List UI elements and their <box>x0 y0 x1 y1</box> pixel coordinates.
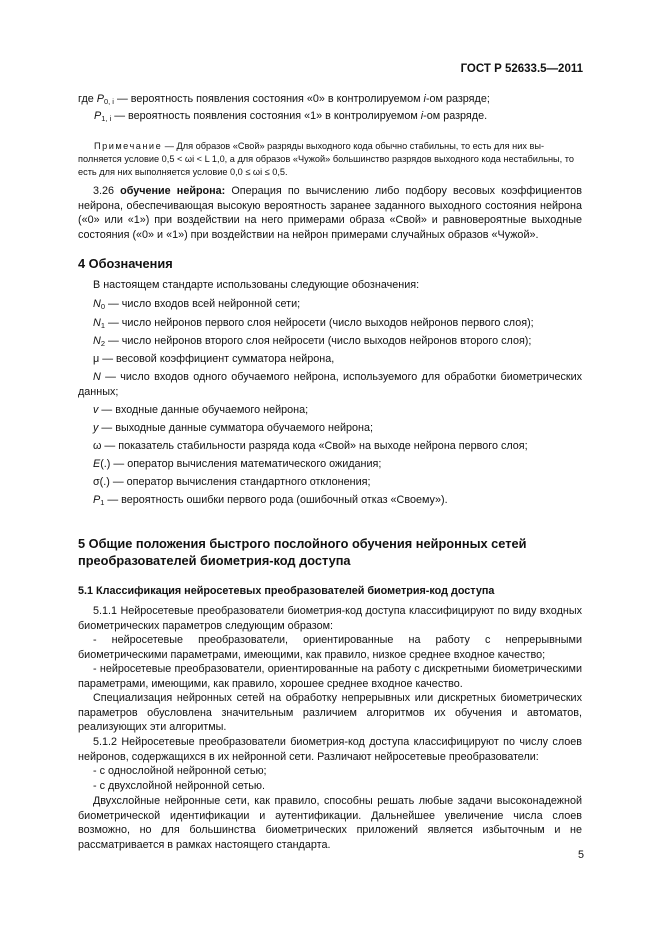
symbol-item: $P_1$ — вероятность ошибки первого рода (ошибочный отказ «Своему»). <box>93 494 448 507</box>
section-4-title: 4 Обозначения <box>78 256 173 271</box>
note-line-3: есть для них выполняется условие 0,0 ≤ ωi ≤ 0,5. <box>78 167 288 177</box>
note-line-1: Примечание — Для образов «Свой» разряды выходного кода обычно стабильны, то есть для них вы- <box>94 141 545 151</box>
symbol-item: $N_2$ — число нейронов второго слоя нейросети (число выходов нейронов второго слоя); <box>93 335 532 348</box>
list-item: - нейросетевые преобразователи, ориентированные на работу с дискретными биометрическими параметрами, имеющими, как правило, хорошее среднее входное качество. <box>78 663 582 690</box>
p1-symbol: P <box>94 110 102 122</box>
symbol-item: v — входные данные обучаемого нейрона; <box>93 404 309 416</box>
page-number: 5 <box>578 849 585 861</box>
symbol-item: μ — весовой коэффициент сумматора нейрона, <box>93 353 335 365</box>
definition-3-26: 3.26 обучение нейрона: Операция по вычислению либо подбору весовых коэффициентов нейрона, обеспечивающая высокую вероятность заранее заданного выходного состояния нейрона («0» или «1») при воздействии на него примерами образа «Свой» и равновероятные выходные состояния («0» и «1») при воздействии на нейрон примерами случайных образов «Чужой». <box>78 185 582 241</box>
p0-symbol: P <box>96 93 104 105</box>
where-p1-line: $P_{1, i}$ — вероятность появления состояния «1» в контролируемом i-ом разряде. <box>94 110 488 123</box>
section-4-intro: В настоящем стандарте использованы следующие обозначения: <box>93 279 420 291</box>
subsection-5-1-title: 5.1 Классификация нейросетевых преобразователей биометрия-код доступа <box>78 585 495 597</box>
paragraph-5-1-1: 5.1.1 Нейросетевые преобразователи биометрия-код доступа классифицируют по виду входных биометрических параметров следующим образом: <box>78 605 582 632</box>
note-line-2: полняется условие 0,5 < ωi < L 1,0, а для образов «Чужой» большинство разрядов выходного кода нестабильны, то <box>78 154 574 164</box>
symbol-item: N — число входов одного обучаемого нейрона, используемого для обработки биометрических данных; <box>78 371 582 398</box>
section-5-title: 5 Общие положения быстрого послойного обучения нейронных сетей преобразователей биометрия-код доступа <box>78 536 527 568</box>
definition-term: обучение нейрона: <box>120 185 226 197</box>
symbol-item: ω — показатель стабильности разряда кода «Свой» на выходе нейрона первого слоя; <box>93 440 528 452</box>
paragraph-two-layer: Двухслойные нейронные сети, как правило, способны решать любые задачи высоконадежной биометрической идентификации и аутентификации. Дальнейшее увеличение числа слоев возможно, но для большинства биометрических приложений является избыточным и не рассматривается в рамках настоящего стандарта. <box>78 795 582 851</box>
note-label: Примечание <box>94 141 163 151</box>
where-p0-line: где $P_{0, i}$ — вероятность появления состояния «0» в контролируемом i-ом разряде; <box>78 93 490 106</box>
paragraph-5-1-2: 5.1.2 Нейросетевые преобразователи биометрия-код доступа классифицируют по числу слоев нейронов, содержащихся в их нейронной сети. Различают нейросетевые преобразователи: <box>78 736 582 763</box>
symbol-item: E(.) — оператор вычисления математического ожидания; <box>93 458 382 470</box>
standard-id: ГОСТ Р 52633.5—2011 <box>460 63 583 75</box>
paragraph-specialization: Специализация нейронных сетей на обработку непрерывных или дискретных биометрических параметров обусловлена значительным различием алгоритмов их обучения и автоматов, реализующих эти алгоритмы. <box>78 692 582 734</box>
list-item: - нейросетевые преобразователи, ориентированные на работу с непрерывными биометрическими параметрами, имеющими, как правило, низкое среднее входное качество; <box>78 634 582 661</box>
symbol-item: $N_0$ — число входов всей нейронной сети; <box>93 298 301 311</box>
symbol-item: y — выходные данные сумматора обучаемого нейрона; <box>93 422 373 434</box>
symbol-item: σ(.) — оператор вычисления стандартного отклонения; <box>93 476 371 488</box>
symbol-item: $N_1$ — число нейронов первого слоя нейросети (число выходов нейронов первого слоя); <box>93 317 534 330</box>
list-item: - с однослойной нейронной сетью; <box>93 765 267 777</box>
list-item: - с двухслойной нейронной сетью. <box>93 780 266 792</box>
